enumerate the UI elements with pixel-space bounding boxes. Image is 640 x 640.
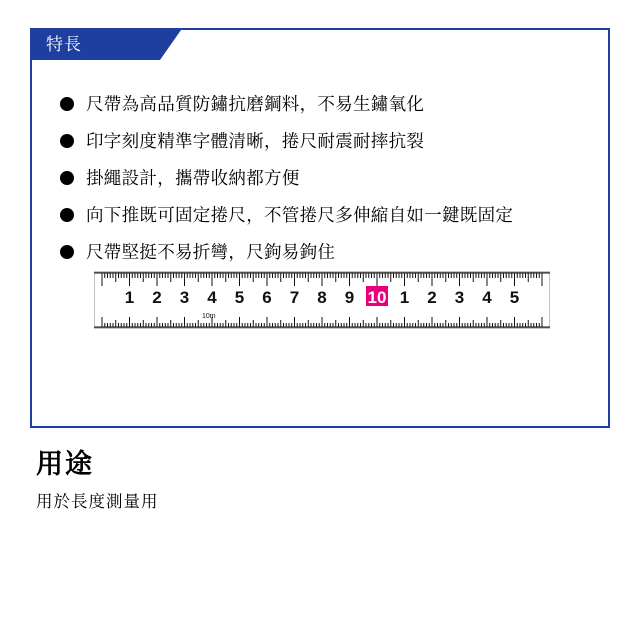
tape-number: 2 [152,288,162,307]
tape-number: 5 [234,288,245,307]
bullet-icon [60,134,74,148]
bullet-icon [60,171,74,185]
feature-list [60,88,592,273]
tape-number: 3 [454,288,465,307]
feature-item-text: 印字刻度精準字體清晰，捲尺耐震耐摔抗裂 [86,131,425,151]
usage-title: 用途 [36,449,94,479]
tape-number: 9 [344,288,355,307]
list-item [60,199,592,231]
tape-number: 1 [124,288,135,307]
bullet-icon [60,245,74,259]
tape-measure-illustration [94,268,550,340]
tape-number: 7 [289,288,300,307]
tape-measure-graphic [94,268,550,340]
feature-item-text: 尺帶堅挺不易折彎，尺鉤易鉤住 [86,242,336,262]
list-item [60,162,592,194]
feature-panel [30,28,610,428]
tape-number: 1 [399,288,410,307]
svg-text:10m: 10m [202,313,216,320]
list-item [60,125,592,157]
tape-number: 4 [482,288,492,307]
feature-item-text: 掛繩設計，攜帶收納都方便 [86,168,300,188]
tape-number: 10 [367,288,387,307]
feature-tab-label: 特長 [32,30,160,60]
tape-number: 2 [427,288,437,307]
tape-number: 6 [262,288,272,307]
tape-number: 4 [207,288,217,307]
usage-text: 用於長度測量用 [36,493,159,511]
tape-number: 5 [509,288,520,307]
bullet-icon [60,97,74,111]
feature-item-text: 向下推既可固定捲尺，不管捲尺多伸縮自如一鍵既固定 [86,205,514,225]
feature-item-text: 尺帶為高品質防鏽抗磨鋼料，不易生鏽氧化 [86,94,425,114]
bullet-icon [60,208,74,222]
tape-number: 3 [179,288,190,307]
tape-number: 8 [317,288,327,307]
list-item [60,236,592,268]
list-item [60,88,592,120]
